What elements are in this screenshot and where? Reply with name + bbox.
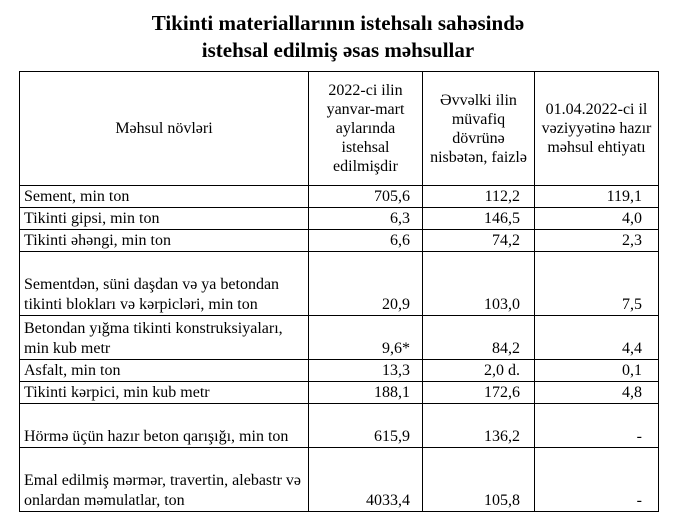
table-row	[20, 404, 659, 448]
row-produced: 20,9	[309, 252, 423, 316]
row-stock: 2,3	[535, 230, 659, 252]
table-row	[20, 360, 659, 382]
row-produced: 13,3	[309, 360, 423, 382]
row-name: Sementdən, süni daşdan və ya betondan tikinti blokları və kərpicləri, min ton	[20, 252, 309, 316]
page-title	[0, 10, 676, 64]
row-produced: 4033,4	[309, 448, 423, 512]
row-stock: 4,8	[535, 382, 659, 404]
table-row	[20, 230, 659, 252]
row-name: Tikinti əhəngi, min ton	[20, 230, 309, 252]
row-stock: -	[535, 448, 659, 512]
row-ratio: 2,0 d.	[423, 360, 535, 382]
row-ratio: 105,8	[423, 448, 535, 512]
row-produced: 6,6	[309, 230, 423, 252]
row-produced: 615,9	[309, 404, 423, 448]
table-row	[20, 252, 659, 316]
header-ratio: Əvvəlki ilin müvafiq dövrünə nisbətən, faizlə	[423, 72, 535, 186]
row-ratio: 172,6	[423, 382, 535, 404]
products-table	[19, 71, 659, 512]
row-name: Tikinti gipsi, min ton	[20, 208, 309, 230]
row-stock: 0,1	[535, 360, 659, 382]
row-ratio: 74,2	[423, 230, 535, 252]
row-stock: -	[535, 404, 659, 448]
header-stock: 01.04.2022-ci il vəziyyətinə hazır məhsul ehtiyatı	[535, 72, 659, 186]
header-product-types: Məhsul növləri	[20, 72, 309, 186]
row-ratio: 84,2	[423, 316, 535, 360]
title-line-1: Tikinti materiallarının istehsalı sahəsində	[151, 11, 525, 35]
row-name: Tikinti kərpici, min kub metr	[20, 382, 309, 404]
row-stock: 4,4	[535, 316, 659, 360]
table-row	[20, 382, 659, 404]
row-name: Asfalt, min ton	[20, 360, 309, 382]
row-ratio: 136,2	[423, 404, 535, 448]
row-name: Emal edilmiş mərmər, travertin, alebastr və onlardan məmulatlar, ton	[20, 448, 309, 512]
row-ratio: 103,0	[423, 252, 535, 316]
row-name: Betondan yığma tikinti konstruksiyaları, min kub metr	[20, 316, 309, 360]
row-produced: 705,6	[309, 186, 423, 208]
row-name: Hörmə üçün hazır beton qarışığı, min ton	[20, 404, 309, 448]
table-row	[20, 316, 659, 360]
row-produced: 188,1	[309, 382, 423, 404]
row-produced: 6,3	[309, 208, 423, 230]
header-produced: 2022-ci ilin yanvar-mart aylarında istehsal edilmişdir	[309, 72, 423, 186]
row-stock: 7,5	[535, 252, 659, 316]
table-header-row	[20, 72, 659, 186]
table-row	[20, 208, 659, 230]
row-name: Sement, min ton	[20, 186, 309, 208]
row-ratio: 112,2	[423, 186, 535, 208]
row-ratio: 146,5	[423, 208, 535, 230]
row-produced: 9,6*	[309, 316, 423, 360]
title-line-2: istehsal edilmiş əsas məhsullar	[201, 38, 475, 62]
table-row	[20, 448, 659, 512]
row-stock: 4,0	[535, 208, 659, 230]
row-stock: 119,1	[535, 186, 659, 208]
table-row	[20, 186, 659, 208]
